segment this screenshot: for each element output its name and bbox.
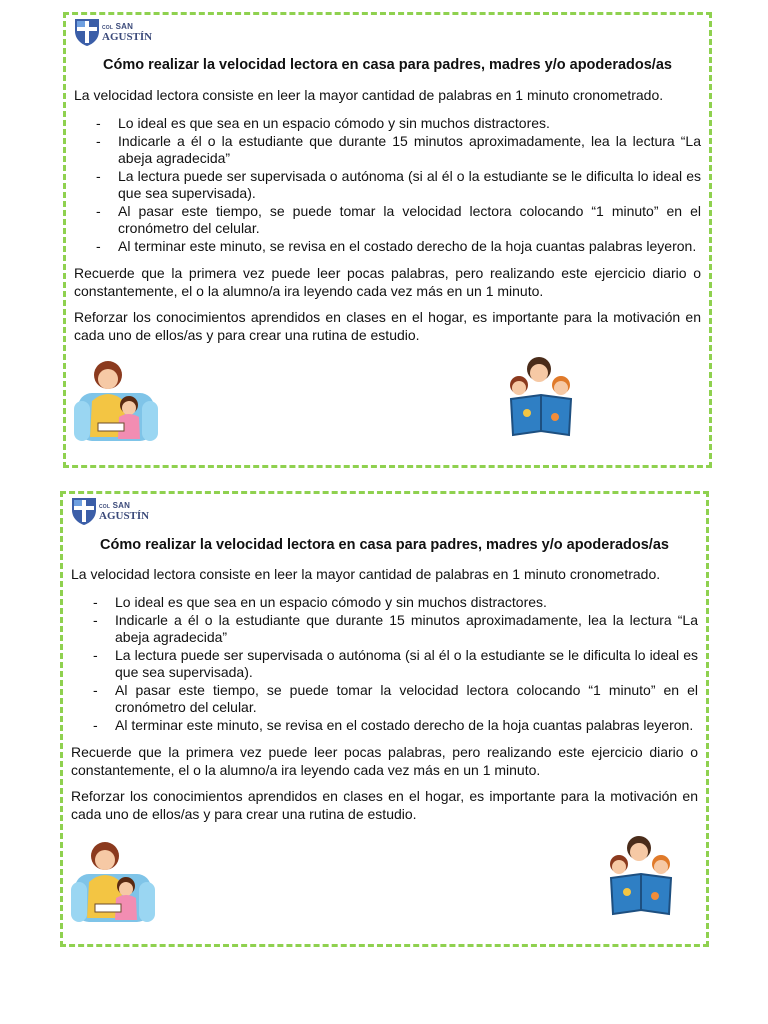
list-item-text: Al pasar este tiempo, se puede tomar la velocidad lectora colocando “1 minuto” en el cronómetro del celular. xyxy=(115,681,698,715)
bullet: - xyxy=(93,716,98,733)
school-logo xyxy=(74,17,152,47)
logo-top: SAN xyxy=(115,22,134,31)
children-reading-illustration xyxy=(507,355,575,439)
school-logo xyxy=(71,496,149,526)
list-item xyxy=(74,238,701,256)
list-item-text: Lo ideal es que sea en un espacio cómodo y sin muchos distractores. xyxy=(118,115,550,131)
logo-top: SAN xyxy=(112,501,131,510)
bullet: - xyxy=(93,611,98,628)
logo-prefix: COL xyxy=(102,25,114,31)
list-item xyxy=(71,647,698,682)
bullet: - xyxy=(96,115,101,131)
list-item-text: Indicarle a él o la estudiante que durante 15 minutos aproximadamente, lea la lectura “La abeja agradecida” xyxy=(118,132,701,166)
logo-bottom: AGUSTÍN xyxy=(102,31,153,43)
instructions-list xyxy=(71,594,698,734)
list-item-text: Al pasar este tiempo, se puede tomar la velocidad lectora colocando “1 minuto” en el cronómetro del celular. xyxy=(118,202,701,236)
instruction-card-2 xyxy=(60,491,709,947)
reminder-paragraph: Recuerde que la primera vez puede leer pocas palabras, pero realizando este ejercicio diario o constantemente, el o la alumno/a ira leyendo cada vez más en un 1 minuto. xyxy=(74,265,701,299)
logo-bottom: AGUSTÍN xyxy=(99,510,150,522)
list-item xyxy=(74,168,701,203)
intro-paragraph: La velocidad lectora consiste en leer la mayor cantidad de palabras en 1 minuto cronometrado. xyxy=(74,87,664,103)
bullet: - xyxy=(96,167,101,184)
shield-icon xyxy=(71,496,97,526)
card-title: Cómo realizar la velocidad lectora en casa para padres, madres y/o apoderados/as xyxy=(103,57,672,73)
list-item-text: La lectura puede ser supervisada o autónoma (si al él o la estudiante se le dificulta lo ideal es que sea supervisada). xyxy=(115,646,698,680)
reinforcement-paragraph: Reforzar los conocimientos aprendidos en clases en el hogar, es importante para la motivación en cada uno de ellos/as y para crear una rutina de estudio. xyxy=(74,309,701,343)
children-reading-illustration xyxy=(607,834,675,918)
list-item xyxy=(71,717,698,735)
instruction-card-1 xyxy=(63,12,712,468)
list-item-text: Lo ideal es que sea en un espacio cómodo y sin muchos distractores. xyxy=(115,594,547,610)
list-item xyxy=(71,682,698,717)
list-item xyxy=(71,594,698,612)
list-item-text: Al terminar este minuto, se revisa en el costado derecho de la hoja cuantas palabras leyeron. xyxy=(118,237,697,254)
card-title: Cómo realizar la velocidad lectora en casa para padres, madres y/o apoderados/as xyxy=(100,537,669,553)
list-item-text: La lectura puede ser supervisada o autónoma (si al él o la estudiante se le dificulta lo ideal es que sea supervisada). xyxy=(118,167,701,201)
mother-reading-illustration xyxy=(71,838,155,926)
list-item-text: Indicarle a él o la estudiante que durante 15 minutos aproximadamente, lea la lectura “La abeja agradecida” xyxy=(115,611,698,645)
mother-reading-illustration xyxy=(74,357,158,445)
bullet: - xyxy=(96,132,101,149)
logo-prefix: COL xyxy=(99,504,111,510)
list-item xyxy=(74,133,701,168)
bullet: - xyxy=(96,202,101,219)
bullet: - xyxy=(93,681,98,698)
instructions-list xyxy=(74,115,701,255)
list-item xyxy=(74,203,701,238)
list-item xyxy=(74,115,701,133)
bullet: - xyxy=(93,646,98,663)
bullet: - xyxy=(96,237,101,254)
reinforcement-paragraph: Reforzar los conocimientos aprendidos en clases en el hogar, es importante para la motivación en cada uno de ellos/as y para crear una rutina de estudio. xyxy=(71,788,698,822)
list-item-text: Al terminar este minuto, se revisa en el costado derecho de la hoja cuantas palabras leyeron. xyxy=(115,716,694,733)
list-item xyxy=(71,612,698,647)
shield-icon xyxy=(74,17,100,47)
intro-paragraph: La velocidad lectora consiste en leer la mayor cantidad de palabras en 1 minuto cronometrado. xyxy=(71,566,661,582)
reminder-paragraph: Recuerde que la primera vez puede leer pocas palabras, pero realizando este ejercicio diario o constantemente, el o la alumno/a ira leyendo cada vez más en un 1 minuto. xyxy=(71,744,698,778)
bullet: - xyxy=(93,594,98,610)
